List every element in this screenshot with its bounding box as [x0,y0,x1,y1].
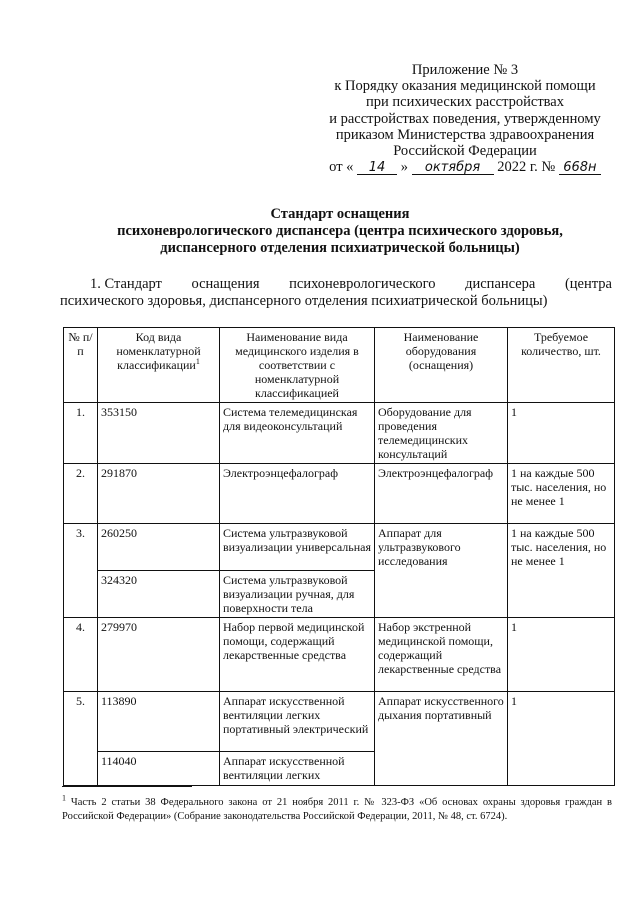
table-row [64,618,615,692]
row-equipment: Оборудование для проведения телемедицинских консультаций [375,403,508,464]
row-num: 5. [64,692,98,786]
title-line: психоневрологического диспансера (центра психического здоровья, [117,223,563,239]
row-device: Набор первой медицинской помощи, содержащий лекарственные средства [220,618,375,692]
row-equipment: Набор экстренной медицинской помощи, содержащий лекарственные средства [375,618,508,692]
row-device: Электроэнцефалограф [220,464,375,524]
footnote-divider [62,786,192,787]
row-device: Система телемедицинская для видеоконсультаций [220,403,375,464]
intro-line-2: психического здоровья, диспансерного отделения психиатрической больницы) [60,293,548,309]
appendix-line: Российской Федерации [393,143,537,160]
appendix-line: к Порядку оказания медицинской помощи [334,78,596,95]
row-num: 2. [64,464,98,524]
row-code: 324320 [98,571,220,618]
row-qty: 1 на каждые 500 тыс. населения, но не менее 1 [508,464,615,524]
row-num: 4. [64,618,98,692]
header-device: Наименование вида медицинского изделия в соответствии с номенклатурной классификацией [220,328,375,403]
row-num: 1. [64,403,98,464]
table-row [64,692,615,752]
intro-word: (центра [564,276,612,292]
footnote-mark: 1 [62,793,66,803]
row-qty: 1 [508,403,615,464]
appendix-header [300,62,630,175]
table-row [64,464,615,524]
footnote [62,793,613,824]
title-line: Стандарт оснащения [270,206,410,222]
row-device: Аппарат искусственной вентиляции легких портативный электрический [220,692,375,752]
date-prefix: от « [329,159,354,176]
appendix-line: и расстройствах поведения, утвержденному [329,110,601,127]
table-row [64,403,615,464]
table-header-row [64,328,615,403]
appendix-line: при психических расстройствах [365,94,564,111]
title-line: диспансерного отделения психиатрической больницы) [160,240,520,256]
header-code-text: Код вида номенклатурной классификации [116,330,201,372]
row-code: 279970 [98,618,220,692]
table-row [64,524,615,571]
row-code: 353150 [98,403,220,464]
row-device: Аппарат искусственной вентиляции легких [220,752,375,786]
appendix-line: приказом Министерства здравоохранения [335,126,595,143]
equipment-table [63,327,615,786]
date-mid: » [400,159,408,176]
header-code [98,328,220,403]
date-month-handwritten: октября [412,161,494,175]
intro-word: психоневрологического [289,276,436,292]
row-qty: 1 [508,618,615,692]
order-number-handwritten: 668н [559,161,601,175]
document-title [60,206,620,257]
row-equipment: Электроэнцефалограф [375,464,508,524]
date-day-handwritten: 14 [357,161,397,175]
intro-line-1 [60,276,612,293]
order-date-line [300,159,630,175]
row-code: 113890 [98,692,220,752]
intro-word: диспансера [465,276,536,292]
row-equipment: Аппарат для ультразвукового исследования [375,524,508,618]
row-code: 260250 [98,524,220,571]
header-qty: Требуемое количество, шт. [508,328,615,403]
row-device: Система ультразвуковой визуализации универсальная [220,524,375,571]
row-qty: 1 [508,692,615,786]
row-qty: 1 на каждые 500 тыс. населения, но не менее 1 [508,524,615,618]
row-equipment: Аппарат искусственного дыхания портативный [375,692,508,786]
intro-paragraph [60,276,612,310]
appendix-line: Приложение № 3 [411,62,519,78]
intro-word: оснащения [191,276,260,292]
header-equipment: Наименование оборудования (оснащения) [375,328,508,403]
row-device: Система ультразвуковой визуализации ручная, для поверхности тела [220,571,375,618]
footnote-ref: 1 [195,357,200,366]
date-year: 2022 г. № [497,159,556,176]
row-code: 291870 [98,464,220,524]
header-num: № п/п [64,328,98,403]
row-num: 3. [64,524,98,618]
intro-word: 1. Стандарт [90,276,162,292]
footnote-text: Часть 2 статьи 38 Федерального закона от 21 ноября 2011 г. № 323-ФЗ «Об основах охраны здоровья граждан в Российской Федерации» (Собрание законодательства Российской Федерации, 2011, № 48, ст. 6724). [62,797,613,822]
row-code: 114040 [98,752,220,786]
